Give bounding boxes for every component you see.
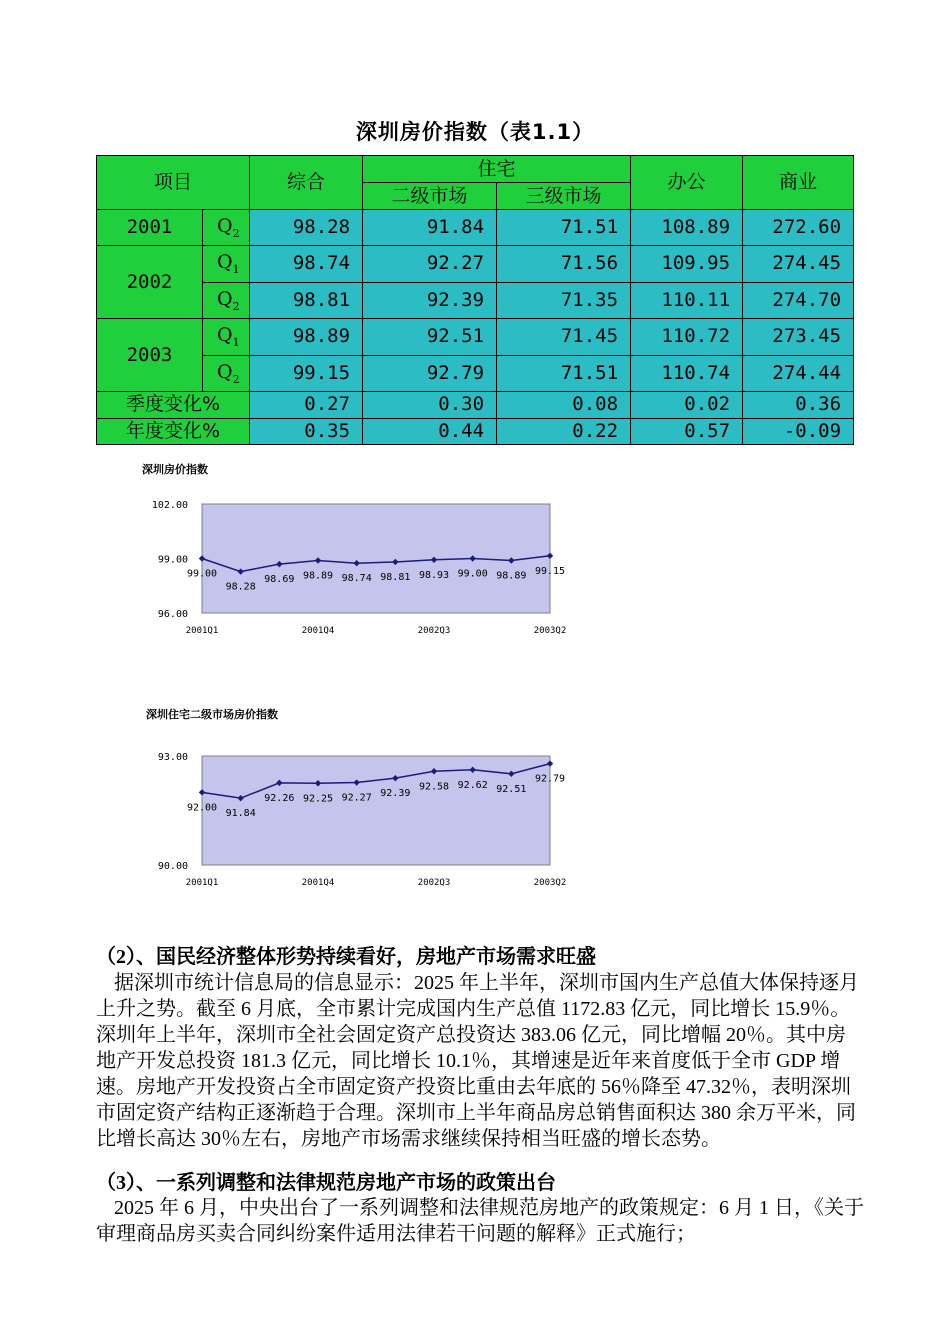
quarter-cell: $Q_2$ (203, 209, 250, 246)
section-heading-3: （3）、一系列调整和法律规范房地产市场的政策出台 (96, 1172, 556, 1194)
value-cell: 71.56 (497, 246, 631, 283)
value-cell: 98.81 (250, 282, 363, 319)
value-cell: 71.45 (497, 319, 631, 356)
value-cell: 98.28 (250, 209, 363, 246)
data-label: 92.58 (418, 781, 450, 793)
value-cell: 0.36 (743, 392, 854, 418)
section-heading-2: （2）、国民经济整体形势持续看好，房地产市场需求旺盛 (96, 946, 596, 968)
data-label: 98.81 (380, 571, 411, 583)
data-label: 92.27 (341, 792, 372, 804)
data-label: 98.28 (225, 581, 256, 593)
x-tick-label: 2003Q2 (533, 878, 567, 888)
value-cell: 71.35 (497, 282, 631, 319)
value-cell: 274.70 (743, 282, 854, 319)
header-secondary-market: 二级市场 (363, 183, 497, 209)
value-cell: 0.57 (631, 418, 743, 444)
year-change-label: 年度变化% (97, 418, 250, 444)
header-residential: 住宅 (363, 156, 631, 183)
header-tertiary-market: 三级市场 (497, 183, 631, 209)
data-label: 98.69 (264, 574, 295, 586)
header-office: 办公 (631, 156, 743, 210)
data-label: 91.84 (225, 808, 256, 820)
x-tick-label: 2002Q3 (417, 878, 451, 888)
data-label: 92.62 (457, 779, 488, 791)
value-cell: 92.51 (363, 319, 497, 356)
data-label: 99.15 (534, 565, 566, 577)
x-tick-label: 2002Q3 (417, 626, 451, 636)
y-tick-label: 99.00 (157, 554, 188, 566)
y-tick-label: 90.00 (157, 861, 188, 872)
table-row-quarter-change (97, 392, 854, 418)
value-cell: 92.39 (363, 282, 497, 319)
data-label: 92.39 (380, 788, 411, 800)
data-label: 98.74 (341, 573, 372, 585)
table-title: 深圳房价指数（表1.1） (355, 120, 595, 144)
y-tick-label: 96.00 (157, 609, 188, 620)
value-cell: 0.08 (497, 392, 631, 418)
x-tick-label: 2001Q4 (301, 878, 335, 888)
x-tick-label: 2003Q2 (533, 626, 567, 636)
quarter-cell: $Q_2$ (203, 282, 250, 319)
quarter-cell: $Q_1$ (203, 319, 250, 356)
value-cell: 99.15 (250, 355, 363, 392)
data-label: 92.25 (302, 793, 334, 805)
year-cell: 2002 (97, 246, 203, 319)
x-tick-label: 2001Q1 (185, 878, 219, 888)
value-cell: 274.45 (743, 246, 854, 283)
value-cell: -0.09 (743, 418, 854, 444)
value-cell: 273.45 (743, 319, 854, 356)
value-cell: 0.22 (497, 418, 631, 444)
data-label: 92.79 (534, 773, 566, 785)
x-tick-label: 2001Q1 (185, 626, 219, 636)
value-cell: 272.60 (743, 209, 854, 246)
value-cell: 91.84 (363, 209, 497, 246)
value-cell: 110.74 (631, 355, 743, 392)
value-cell: 71.51 (497, 209, 631, 246)
paragraph-3: 2025 年 6 月，中央出台了一系列调整和法律规范房地产的政策规定：6 月 1 日，《关于审理商品房买卖合同纠纷案件适用法律若干问题的解释》正式施行； (96, 1197, 864, 1245)
chart1-title: 深圳房价指数 (142, 463, 208, 476)
plot-area (202, 504, 550, 613)
table-row (97, 282, 854, 319)
year-cell: 2001 (97, 209, 203, 246)
header-item: 项目 (97, 156, 250, 210)
data-label: 92.51 (496, 783, 527, 795)
price-index-table (96, 155, 854, 445)
value-cell: 110.11 (631, 282, 743, 319)
data-label: 98.89 (302, 570, 334, 582)
table-row (97, 209, 854, 246)
value-cell: 110.72 (631, 319, 743, 356)
value-cell: 109.95 (631, 246, 743, 283)
value-cell: 274.44 (743, 355, 854, 392)
data-label: 98.89 (496, 570, 527, 582)
value-cell: 71.51 (497, 355, 631, 392)
value-cell: 0.27 (250, 392, 363, 418)
y-tick-label: 93.00 (157, 752, 188, 763)
house-price-index-chart (130, 492, 570, 644)
y-tick-label: 102.00 (151, 500, 188, 511)
quarter-change-label: 季度变化% (97, 392, 250, 418)
table-row (97, 355, 854, 392)
data-label: 92.26 (264, 792, 295, 804)
quarter-cell: $Q_1$ (203, 246, 250, 283)
year-cell: 2003 (97, 319, 203, 392)
value-cell: 92.27 (363, 246, 497, 283)
table-row (97, 319, 854, 356)
value-cell: 0.30 (363, 392, 497, 418)
table-row-year-change (97, 418, 854, 444)
value-cell: 0.02 (631, 392, 743, 418)
data-label: 98.93 (418, 569, 450, 581)
paragraph-2: 据深圳市统计信息局的信息显示：2025 年上半年，深圳市国内生产总值大体保持逐月上升之势。截至 6 月底，全市累计完成国内生产总值 1172.83 亿元，同比增长 15.9％。 深圳年上半年，深圳市全社会固定资产总投资达 383.06 亿元，同比增幅 20％。其中房地产开发总投资 181.3 亿元，同比增长 10.1％，其增速是近年来首度低于全市 GDP 增速。房地产开发投资占全市固定资产投资比重由去年底的 56％降至 47.32％，表明深圳市固定资产结构正逐渐趋于合理。深圳市上半年商品房总销售面积达 380 余万平米，同比增长高达 30％左右，房地产市场需求继续保持相当旺盛的增长态势。 (96, 972, 859, 1150)
value-cell: 92.79 (363, 355, 497, 392)
value-cell: 0.44 (363, 418, 497, 444)
value-cell: 108.89 (631, 209, 743, 246)
table-row (97, 246, 854, 283)
data-label: 99.00 (186, 568, 218, 580)
data-label: 92.00 (186, 802, 218, 814)
header-composite: 综合 (250, 156, 363, 210)
data-label: 99.00 (457, 568, 488, 580)
value-cell: 98.74 (250, 246, 363, 283)
header-commercial: 商业 (743, 156, 854, 210)
secondary-housing-index-chart (130, 744, 570, 896)
x-tick-label: 2001Q4 (301, 626, 335, 636)
quarter-cell: $Q_2$ (203, 355, 250, 392)
value-cell: 98.89 (250, 319, 363, 356)
chart2-title: 深圳住宅二级市场房价指数 (146, 708, 278, 721)
value-cell: 0.35 (250, 418, 363, 444)
